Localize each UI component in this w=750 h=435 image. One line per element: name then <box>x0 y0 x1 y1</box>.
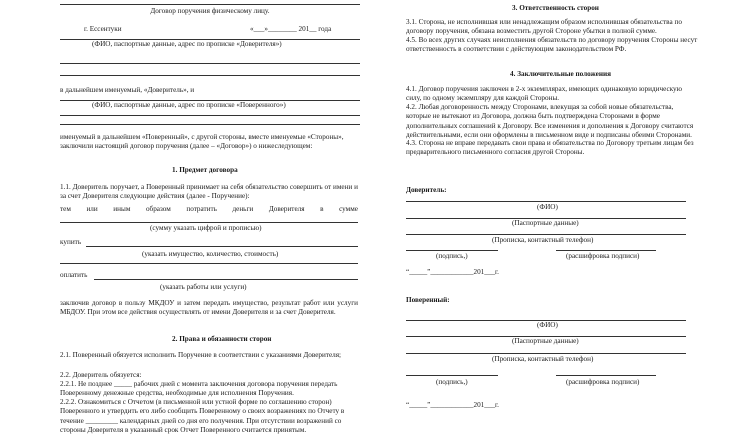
section-4-title: 4. Заключительные положения <box>510 70 612 78</box>
agent-decoding-line <box>556 375 656 376</box>
section-3-title: 3. Ответственность сторон <box>512 4 599 12</box>
word: деньги <box>232 205 254 213</box>
sum-line <box>60 222 358 223</box>
pay-caption: (указать работы или услуги) <box>160 283 247 291</box>
principal-address-caption: (Прописка, контактный телефон) <box>492 236 594 244</box>
contract-date: «___»________ 201__ года <box>250 25 332 33</box>
principal-line-3 <box>60 75 360 76</box>
section-2-p4: 2.2.2. Ознакомиться с Отчетом (в письменной или устной форме по соглашению сторон) Поверенного и утвердить его либо сообщить Поверенному о своих возражениях по Отчету в течение _________ календарных дней со дня его получения. При отсутствии возражений со стороны Доверителя в указанный срок Отчет Поверенного считается принятым. <box>60 398 345 435</box>
agent-heading: Поверенный: <box>406 296 450 304</box>
section-2-p2: 2.2. Доверитель обязуется: <box>60 371 142 379</box>
principal-caption: (ФИО, паспортные данные, адрес по прописке «Доверителя») <box>92 40 282 48</box>
section-2-title: 2. Права и обязанности сторон <box>172 335 272 343</box>
section-4-p3: 4.3. Сторона не вправе передавать свои права и обязательства по Договору третьим лицам без предварительного письменного согласия другой Стороны. <box>406 139 694 157</box>
section-1-p2 <box>60 205 358 214</box>
principal-fio-line <box>406 201 686 202</box>
word: потратить <box>186 205 217 213</box>
section-4-p1: 4.1. Договор поручения заключен в 2-х экземплярах, имеющих одинаковую юридическую силу, по одному экземпляру для каждой Стороны. <box>406 85 683 103</box>
agent-fio-caption: (ФИО) <box>537 321 558 329</box>
word: сумме <box>339 205 358 213</box>
principal-decoding-caption: (расшифровка подписи) <box>566 252 640 260</box>
section-4-p2: 4.2. Любая договоренность между Сторонами, влекущая за собой новые обязательства, которые не вытекают из Договора, должна быть подтверждена Сторонами в форме дополнительных соглашений к Договору. Все изменения и дополнения к Договору считаются действительными, если они оформлены в письменном виде и подписаны обеими Сторонами. <box>406 103 694 140</box>
city: г. Ессентуки <box>84 25 122 33</box>
word: в <box>320 205 324 213</box>
section-2-p3: 2.2.1. Не позднее _____ рабочих дней с момента заключения договора поручения передать Поверенному денежные средства, необходимые для исполнения Поручения. <box>60 380 338 398</box>
buy-caption: (указать имущество, количество, стоимость) <box>142 250 279 258</box>
principal-heading: Доверитель: <box>406 186 447 194</box>
pay-line <box>94 279 358 280</box>
principal-signature-line <box>406 250 498 251</box>
section-1-title: 1. Предмет договора <box>172 166 238 174</box>
principal-sign-date: “_____”____________201___г. <box>406 268 499 276</box>
buy-line <box>86 246 358 247</box>
top-rule <box>60 4 360 5</box>
agent-address-caption: (Прописка, контактный телефон) <box>492 355 594 363</box>
agent-passport-caption: (Паспортные данные) <box>512 337 579 345</box>
section-1-p3: заключив договор в пользу МКДОУ и затем передать имущество, результат работ или услуги МБДОУ. При этом все действия осуществлять от имени Доверителя и за счет Доверителя. <box>60 299 358 317</box>
principal-fio-caption: (ФИО) <box>537 203 558 211</box>
agent-line-2 <box>60 115 360 116</box>
principal-passport-caption: (Паспортные данные) <box>512 219 579 227</box>
document-title: Договор поручения физическому лицу. <box>150 7 270 15</box>
agent-hereinafter-2: заключили настоящий договор поручения (далее – «Договор») о нижеследующем: <box>60 142 313 150</box>
principal-line-2 <box>60 63 360 64</box>
agent-line-3 <box>60 124 360 125</box>
word: тем <box>60 205 71 213</box>
section-3-p1: 3.1. Сторона, не исполнившая или ненадлежащим образом исполнившая обязательства по договору поручения, обязана возместить другой Стороне убытки в полной сумме. <box>406 18 682 36</box>
principal-signature-caption: (подпись,) <box>436 252 468 260</box>
agent-address-line <box>406 353 686 354</box>
agent-caption: (ФИО, паспортные данные, адрес по прописке «Поверенного») <box>92 101 286 109</box>
agent-sign-date: “_____”____________201___г. <box>406 401 499 409</box>
principal-decoding-line <box>556 250 656 251</box>
section-2-p1: 2.1. Поверенный обязуется исполнить Поручение в соответствии с указаниями Доверителя; <box>60 351 342 359</box>
agent-hereinafter-1: именуемый в дальнейшем «Поверенный», с другой стороны, вместе именуемые «Стороны», <box>60 133 344 141</box>
word: иным <box>113 205 131 213</box>
agent-signature-caption: (подпись,) <box>436 378 468 386</box>
agent-decoding-caption: (расшифровка подписи) <box>566 378 640 386</box>
agent-signature-line <box>406 375 498 376</box>
section-3-p2: 4.5. Во всех других случаях неисполнения обязательств по договору поручения Стороны несут ответственность в соответствии с действующим законодательством РФ. <box>406 36 698 54</box>
sum-caption: (сумму указать цифрой и прописью) <box>150 224 262 232</box>
word: или <box>86 205 98 213</box>
buy-line-2 <box>60 263 358 264</box>
pay-label: оплатить <box>60 271 88 279</box>
principal-address-line <box>406 234 686 235</box>
buy-label: купить <box>60 238 82 246</box>
principal-hereinafter: в дальнейшем именуемый, «Доверитель», и <box>60 86 195 94</box>
word: образом <box>145 205 171 213</box>
section-1-p1: 1.1. Доверитель поручает, а Поверенный принимает на себя обязательство совершить от имени и за счет Доверителя следующие действия (далее - Поручение): <box>60 183 358 201</box>
word: Доверителя <box>268 205 305 213</box>
